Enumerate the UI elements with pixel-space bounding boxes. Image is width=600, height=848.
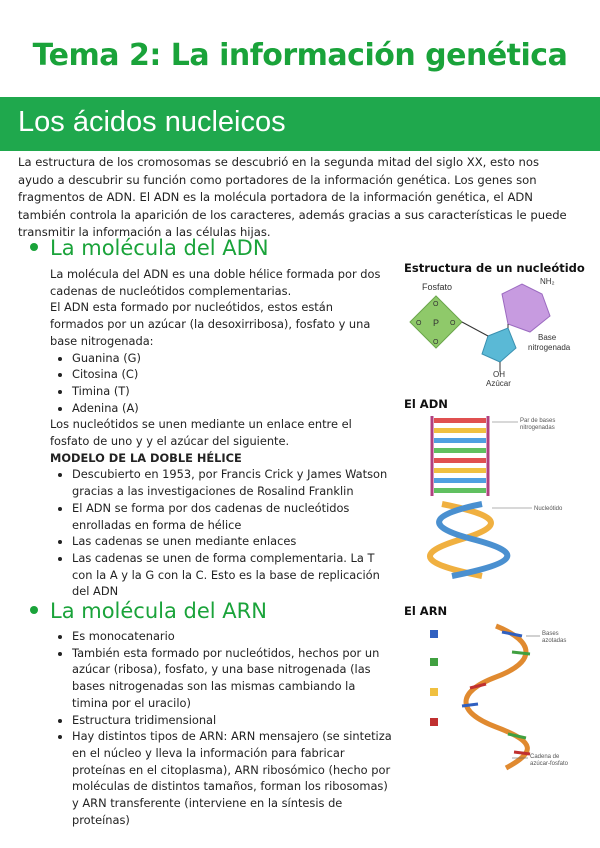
svg-text:O: O	[433, 301, 439, 308]
list-item: • Hay distintos tipos de ARN: ARN mensajero (se sintetiza en el núcleo y lleva la información para fabricar proteínas en el citoplasma), ARN ribosómico (hecho por moléculas de distintos tamaños, forman los ribosomas) y ARN transferente (interviene en la síntesis de proteínas)	[72, 728, 395, 828]
sugar-shape	[482, 328, 516, 362]
list-item: • Citosina (C)	[72, 366, 390, 383]
adn-section	[50, 266, 390, 600]
list-item: • Es monocatenario	[72, 628, 395, 645]
list-item: • Estructura tridimensional	[72, 712, 395, 729]
rna-strand	[466, 626, 527, 768]
svg-text:OH: OH	[493, 370, 505, 379]
list-item: • Adenina (A)	[72, 400, 390, 417]
adn-paragraph-2: El ADN esta formado por nucleótidos, estos están formados por un azúcar (la desoxirribosa), fosfato y una base nitrogenada:	[50, 300, 371, 348]
adn-paragraph-3: Los nucleótidos se unen mediante un enlace entre el fosfato de uno y y el azúcar del siguiente.	[50, 417, 352, 449]
adn-heading	[30, 236, 269, 260]
svg-text:azúcar-fosfato: azúcar-fosfato	[530, 761, 569, 767]
svg-text:NH₂: NH₂	[540, 277, 555, 286]
bullet-icon	[30, 243, 38, 251]
list-item: • El ADN se forma por dos cadenas de nucleótidos enrolladas en forma de hélice	[72, 500, 390, 533]
fosfato-label: Fosfato	[422, 282, 453, 292]
page-title: Tema 2: La información genética	[32, 38, 568, 73]
svg-text:O: O	[450, 320, 456, 327]
svg-text:azotadas: azotadas	[542, 638, 567, 644]
nucleotide-caption: Estructura de un nucleótido	[404, 261, 585, 275]
bullet-icon	[30, 606, 38, 614]
svg-text:O: O	[433, 339, 439, 346]
arn-list	[50, 628, 395, 828]
list-item: • Las cadenas se unen de forma complementaria. La T con la A y la G con la C. Esto es la base de replicación del ADN	[72, 550, 390, 600]
dna-ladder	[432, 416, 488, 496]
svg-text:Par de bases: Par de bases	[520, 418, 556, 424]
list-item: • Timina (T)	[72, 383, 390, 400]
svg-text:nitrogenada: nitrogenada	[528, 343, 571, 352]
arn-heading	[30, 599, 267, 623]
adn-heading-text: La molécula del ADN	[50, 236, 269, 260]
svg-text:Base: Base	[538, 333, 557, 342]
dna-diagram	[422, 414, 572, 579]
section-banner	[0, 97, 600, 151]
list-item: • Guanina (G)	[72, 350, 390, 367]
svg-text:nitrogenadas: nitrogenadas	[520, 425, 555, 431]
model-title: MODELO DE LA DOBLE HÉLICE	[50, 450, 242, 465]
arn-caption: El ARN	[404, 604, 448, 618]
model-list	[50, 466, 390, 600]
svg-text:Bases: Bases	[542, 631, 559, 637]
adn-caption: El ADN	[404, 397, 448, 411]
p-label: P	[433, 318, 440, 328]
base-shape	[502, 284, 550, 332]
banner-title: Los ácidos nucleicos	[18, 106, 286, 138]
nucleotide-diagram	[404, 276, 584, 388]
list-item: • Las cadenas se unen mediante enlaces	[72, 533, 390, 550]
svg-text:Cadena de: Cadena de	[530, 754, 560, 760]
svg-text:Nucleótido: Nucleótido	[534, 506, 563, 512]
svg-text:Azúcar: Azúcar	[486, 379, 511, 388]
svg-text:O: O	[416, 320, 422, 327]
list-item: • También esta formado por nucleótidos, hechos por un azúcar (ribosa), fosfato, y una base nitrogenada (las bases nitrogenadas son las mismas cambiando la timina por el uracilo)	[72, 645, 395, 712]
rna-diagram	[426, 622, 576, 772]
arn-heading-text: La molécula del ARN	[50, 599, 267, 623]
adn-paragraph-1: La molécula del ADN es una doble hélice formada por dos cadenas de nucleótidos complementarias.	[50, 267, 381, 298]
intro-paragraph: La estructura de los cromosomas se descubrió en la segunda mitad del siglo XX, esto nos ayudo a descubrir su función como portadores de la información genética. Los genes son fragmentos de ADN. El ADN es la molécula portadora de la información genética, el ADN también controla la aparición de los caracteres, además gracias a sus características le puede transmitir la información a las células hijas.	[18, 155, 567, 240]
bases-list	[50, 350, 390, 417]
arn-section	[50, 628, 395, 828]
list-item: • Descubierto en 1953, por Francis Crick y James Watson gracias a las investigaciones de Rosalind Franklin	[72, 466, 390, 499]
